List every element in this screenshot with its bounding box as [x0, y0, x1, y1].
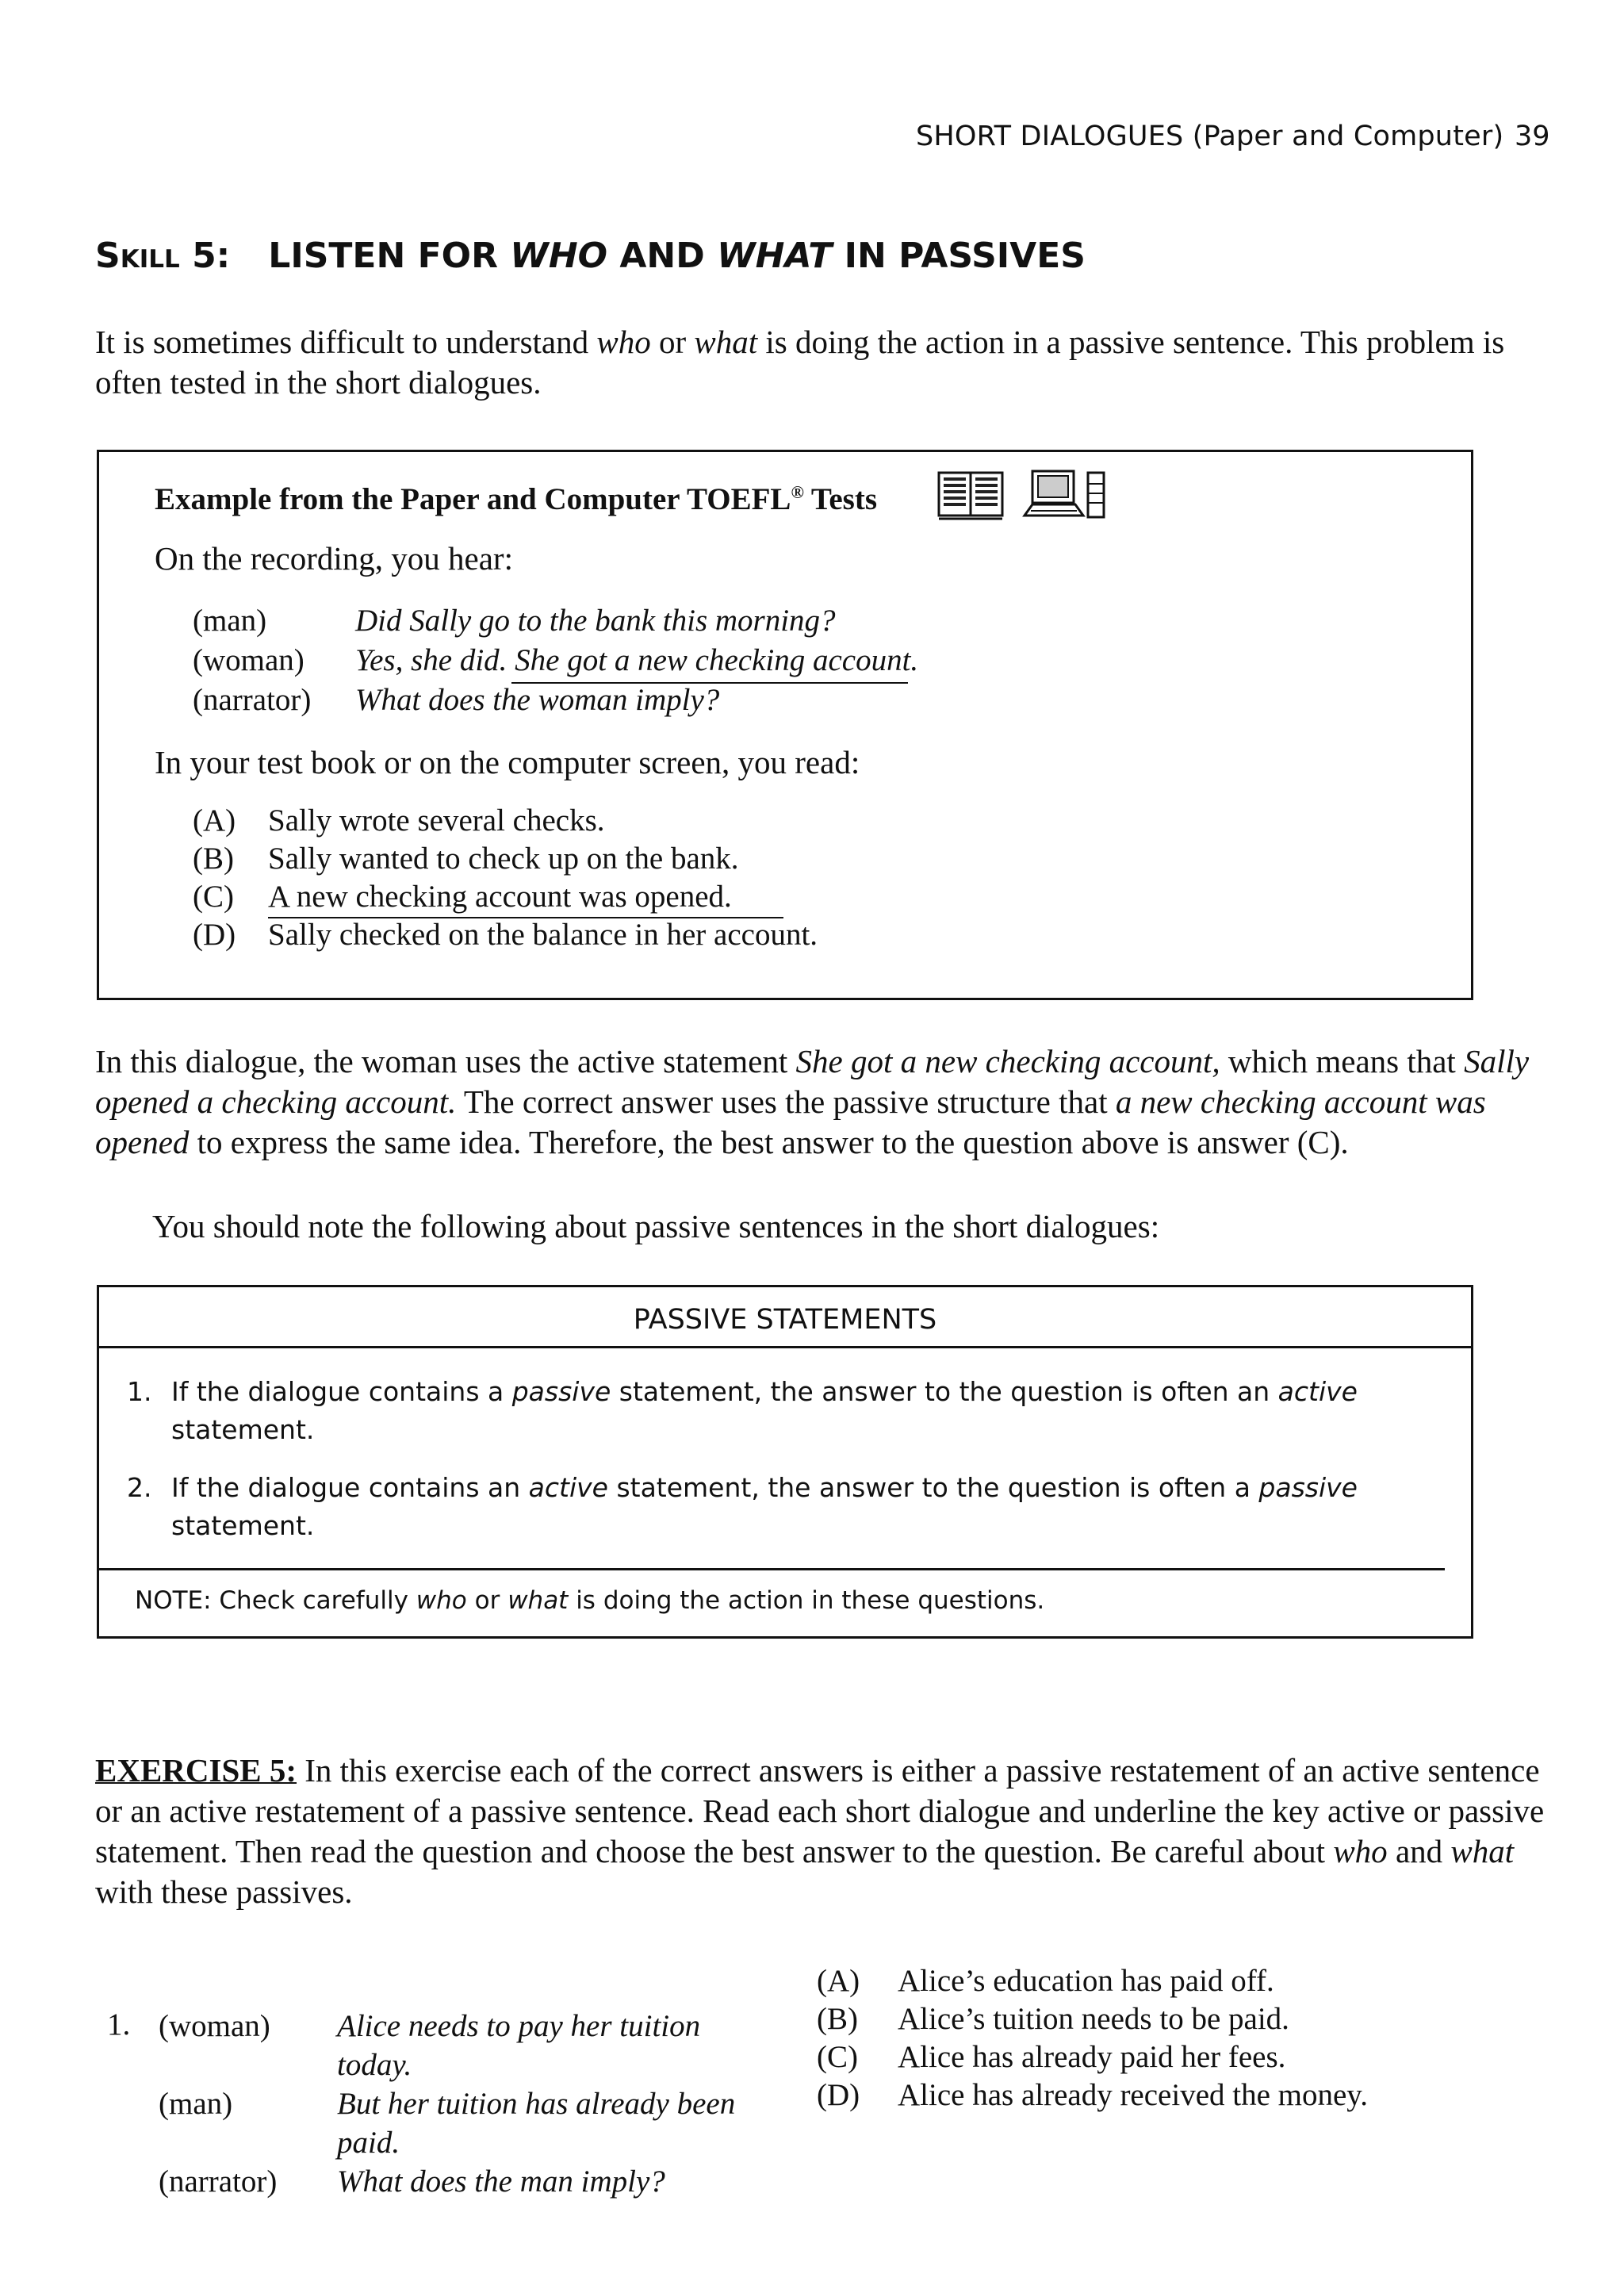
answer-option: (C) Alice has already paid her fees. — [817, 2040, 1286, 2074]
note-divider — [97, 1568, 1445, 1570]
answer-option: (B) Sally wanted to check up on the bank. — [193, 842, 739, 876]
dialogue-line: (narrator) What does the woman imply? — [193, 683, 720, 717]
page-number: 39 — [1515, 121, 1550, 152]
answer-option: (B) Alice’s tuition needs to be paid. — [817, 2002, 1289, 2036]
dialogue-line: (man) Did Sally go to the bank this morning? — [193, 604, 836, 638]
explanation-paragraph: In this dialogue, the woman uses the active statement She got a new checking account, which means that Sally opened a checking account. The correct answer uses the passive structure that a new checking account was opened to express the same idea. Therefore, the best answer to the question above is answer (C). — [95, 1043, 1530, 1160]
answer-option: (A) Alice’s education has paid off. — [817, 1964, 1274, 1998]
intro-paragraph: It is sometimes difficult to understand who or what is doing the action in a passive sentence. This problem is often tested in the short dialogues. — [95, 324, 1505, 401]
answer-option: (D) Sally checked on the balance in her account. — [193, 918, 818, 952]
skill-heading: Skill 5: LISTEN FOR WHO AND WHAT IN PASSIVES — [95, 236, 1086, 276]
rule-item: 1. If the dialogue contains a passive statement, the answer to the question is often an active statement. — [127, 1376, 1358, 1445]
hear-label: On the recording, you hear: — [155, 540, 513, 577]
book-icon — [937, 471, 1004, 520]
exercise-instructions: EXERCISE 5: In this exercise each of the correct answers is either a passive restatement of an active sentence or an active restatement of a passive sentence. Read each short dialogue and underline the key active or passive statement. Then read the question and choose the best answer to the question. Be careful about who and what with these passives. — [95, 1752, 1545, 1910]
example-title: Example from the Paper and Computer TOEFL® Tests — [155, 482, 878, 516]
computer-icon — [1020, 470, 1107, 520]
rule-item: 2. If the dialogue contains an active statement, the answer to the question is often a passive statement. — [127, 1472, 1358, 1541]
note-intro-paragraph: You should note the following about passive sentences in the short dialogues: — [152, 1208, 1160, 1244]
answer-option: (C) A new checking account was opened. — [193, 880, 732, 914]
note-line: NOTE: Check carefully who or what is doing the action in these questions. — [135, 1586, 1045, 1615]
skill-label: Skill 5: — [95, 236, 231, 276]
header-divider — [97, 1346, 1473, 1348]
dialogue-line: (woman) Yes, she did. She got a new checking account. — [193, 643, 919, 677]
passive-statements-header: PASSIVE STATEMENTS — [633, 1304, 937, 1336]
answer-option: (D) Alice has already received the money. — [817, 2078, 1369, 2112]
question-number: 1. — [107, 2007, 131, 2042]
running-head: SHORT DIALOGUES (Paper and Computer) — [916, 121, 1504, 152]
exercise-label: EXERCISE 5: — [95, 1752, 297, 1789]
read-label: In your test book or on the computer screen, you read: — [155, 744, 860, 780]
answer-option: (A) Sally wrote several checks. — [193, 803, 605, 838]
